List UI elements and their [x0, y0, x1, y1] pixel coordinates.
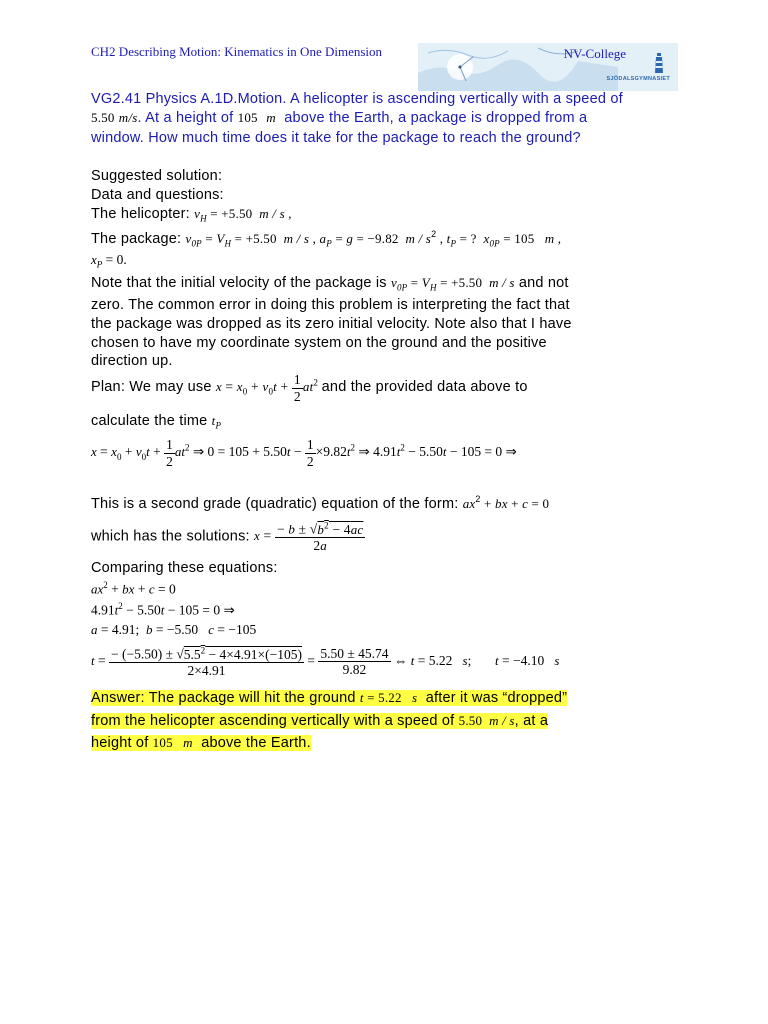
lighthouse-icon	[652, 51, 666, 75]
note-line-3: the package was dropped as its zero initial velocity. Note also that I have	[91, 316, 572, 332]
problem-line-3: window. How much time does it take for the package to reach the ground?	[91, 130, 581, 146]
solutions-line: which has the solutions: x = $\frac{- b \pm √b^2 - 4ac}{2a}$	[91, 520, 364, 554]
note-line-4: chosen to have my coordinate system on the ground and the positive	[91, 335, 547, 351]
header-banner	[418, 43, 678, 91]
helicopter-line: The helicopter: $v_H = +5.50$ m / s ,	[91, 206, 292, 224]
plan-line: Plan: We may use $x = x_0 + v_0t$ + $\frac{1}{2}$ $at^2$ and the provided data above to	[91, 372, 528, 404]
comparing-heading: Comparing these equations:	[91, 560, 278, 576]
roots-equation: t = $\frac{- (-5.50) \pm √5.5^2 - 4\times 4.91\times(-105)}{2\times 4.91}$ = $\frac{5.50 \pm 45.74}{9.82}$ ⇔ t = 5.22 s; t = −4.10 s	[91, 645, 560, 679]
college-name: NV-College	[563, 46, 626, 61]
answer-line-3: height of 105 m above the Earth.	[91, 735, 311, 751]
package-line: The package: $v_{0P} = V_H = +5.50$ m / s , $a_P = g = -9.82$ m / $s^2$ , $t_P$ = ? $x_{0P} = 105$ m ,	[91, 229, 562, 249]
data-questions-heading: Data and questions:	[91, 187, 224, 203]
xp-equation: $x_P = 0$.	[91, 252, 127, 270]
calc-line: calculate the time $t_P$	[91, 413, 222, 431]
note-line-2: zero. The common error in doing this problem is interpreting the fact that	[91, 297, 570, 313]
coefficients-line: a = 4.91; b = −5.50 c = −105	[91, 622, 257, 637]
general-form-equation: $ax^2$ + bx + c = 0	[91, 580, 176, 597]
note-line-5: direction up.	[91, 353, 173, 369]
specific-equation: $4.91t^2 - 5.50t - 105 = 0$ ⇒	[91, 601, 235, 618]
substitution-equation: $x = x_0 + v_0t$ + $\frac{1}{2}$ $at^2$ ⇒ 0 = 105 + 5.50t − $\frac{1}{2}$ $\times 9.82t^2$ ⇒ $4.91t^2 - 5.50t - 105 = 0$ ⇒	[91, 437, 517, 469]
school-name: SJÖDALSGYMNASIET	[606, 76, 670, 82]
answer-line-1: Answer: The package will hit the ground t = 5.22 s after it was “dropped”	[91, 690, 568, 706]
suggested-solution-heading: Suggested solution:	[91, 168, 223, 184]
note-line-1: Note that the initial velocity of the package is $v_{0P} = V_H = +5.50$ m / s and not	[91, 275, 569, 293]
quadratic-line: This is a second grade (quadratic) equation of the form: $ax^2$ + bx + c = 0	[91, 494, 550, 512]
answer-line-2: from the helicopter ascending vertically with a speed of 5.50 m / s, at a	[91, 713, 549, 729]
page-header-title: CH2 Describing Motion: Kinematics in One Dimension	[91, 44, 383, 59]
problem-line-2: 5.50 m/s. At a height of 105 m above the Earth, a package is dropped from a	[91, 110, 588, 126]
problem-line-1: VG2.41 Physics A.1D.Motion. A helicopter is ascending vertically with a speed of	[91, 91, 623, 107]
